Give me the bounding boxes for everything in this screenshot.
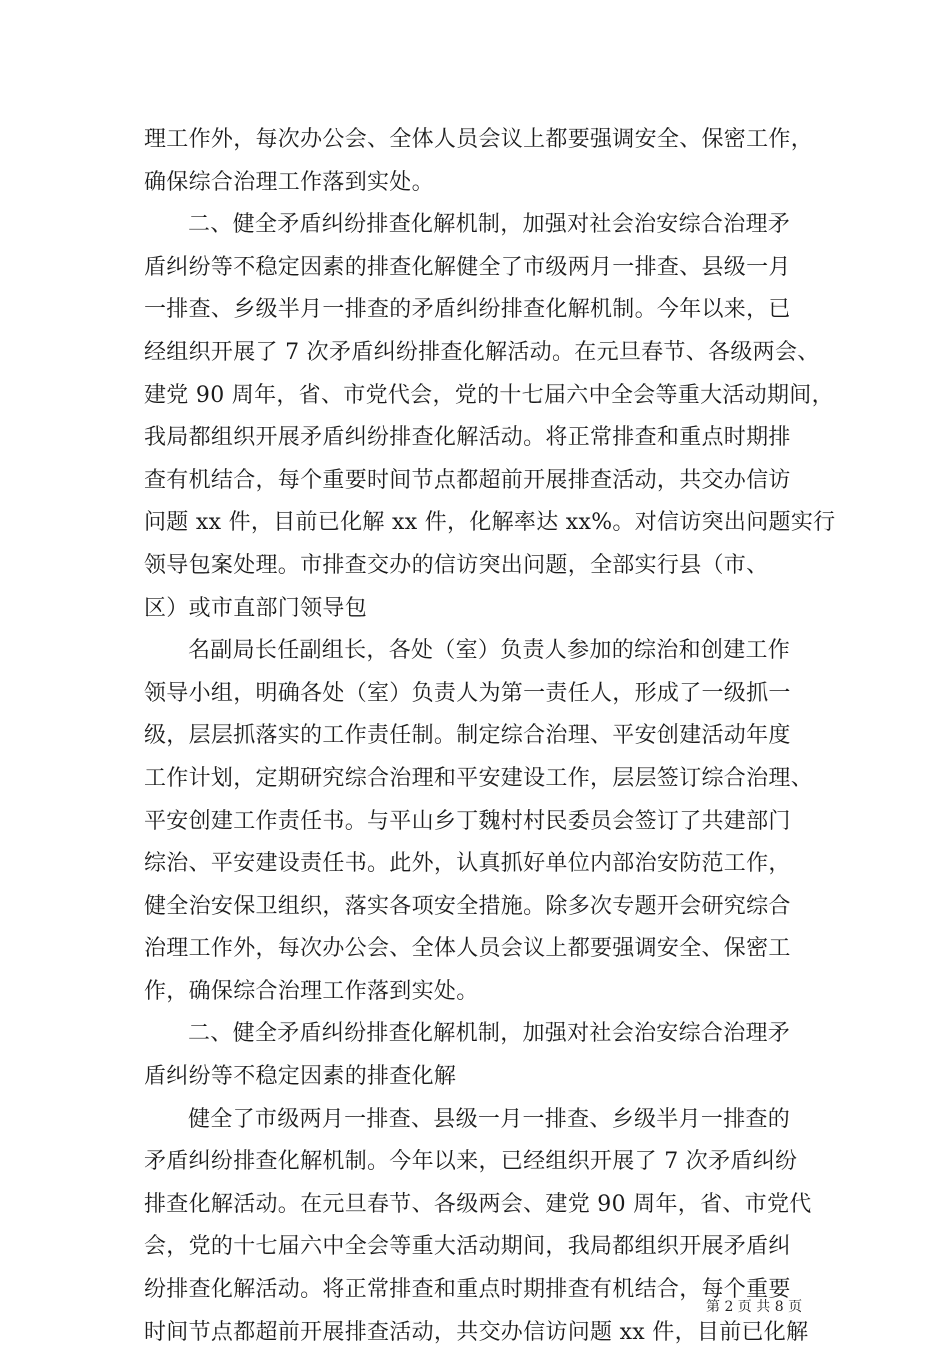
text-line: 纷排查化解活动。将正常排查和重点时期排查有机结合，每个重要 <box>144 1277 791 1303</box>
text-line: 一排查、乡级半月一排查的矛盾纠纷排查化解机制。今年以来，已 <box>144 297 791 323</box>
text-line: 排查化解活动。在元旦春节、各级两会、建党 90 周年，省、市党代 <box>144 1191 812 1217</box>
text-line: 区）或市直部门领导包 <box>144 595 368 621</box>
text-line: 健全治安保卫组织，落实各项安全措施。除多次专题开会研究综合 <box>144 893 791 919</box>
text-line: 时间节点都超前开展排查活动，共交办信访问题 xx 件，目前已化解 <box>144 1319 809 1345</box>
text-line: 工作计划，定期研究综合治理和平安建设工作，层层签订综合治理、 <box>144 765 814 791</box>
paragraph-start-line: 名副局长任副组长，各处（室）负责人参加的综治和创建工作 <box>188 638 791 664</box>
text-line: 确保综合治理工作落到实处。 <box>144 169 434 195</box>
text-line: 建党 90 周年，省、市党代会，党的十七届六中全会等重大活动期间， <box>144 382 834 408</box>
text-line: 领导小组，明确各处（室）负责人为第一责任人，形成了一级抓一 <box>144 680 791 706</box>
text-line: 综治、平安建设责任书。此外，认真抓好单位内部治安防范工作， <box>144 851 791 877</box>
text-line: 盾纠纷等不稳定因素的排查化解健全了市级两月一排查、县级一月 <box>144 254 791 280</box>
paragraph-start-line: 二、健全矛盾纠纷排查化解机制，加强对社会治安综合治理矛 <box>188 212 791 238</box>
page-number-footer: 第 2 页 共 8 页 <box>706 1299 803 1315</box>
text-line: 盾纠纷等不稳定因素的排查化解 <box>144 1064 457 1090</box>
text-line: 治理工作外，每次办公会、全体人员会议上都要强调安全、保密工 <box>144 936 791 962</box>
text-line: 平安创建工作责任书。与平山乡丁魏村村民委员会签订了共建部门 <box>144 808 791 834</box>
paragraph-start-line: 二、健全矛盾纠纷排查化解机制，加强对社会治安综合治理矛 <box>188 1021 791 1047</box>
text-line: 作，确保综合治理工作落到实处。 <box>144 978 479 1004</box>
text-line: 会，党的十七届六中全会等重大活动期间，我局都组织开展矛盾纠 <box>144 1234 791 1260</box>
document-body <box>144 119 836 1354</box>
text-line: 矛盾纠纷排查化解机制。今年以来，已经组织开展了 7 次矛盾纠纷 <box>144 1149 798 1175</box>
text-line: 领导包案处理。市排查交办的信访突出问题，全部实行县（市、 <box>144 552 769 578</box>
text-line: 查有机结合，每个重要时间节点都超前开展排查活动，共交办信访 <box>144 467 791 493</box>
text-line: 级，层层抓落实的工作责任制。制定综合治理、平安创建活动年度 <box>144 723 791 749</box>
text-line: 问题 xx 件，目前已化解 xx 件，化解率达 xx%。对信访突出问题实行 <box>144 510 836 536</box>
text-line: 我局都组织开展矛盾纠纷排查化解活动。将正常排查和重点时期排 <box>144 425 791 451</box>
text-line: 理工作外，每次办公会、全体人员会议上都要强调安全、保密工作， <box>144 127 814 152</box>
text-line: 经组织开展了 7 次矛盾纠纷排查化解活动。在元旦春节、各级两会、 <box>144 339 820 365</box>
paragraph-start-line: 健全了市级两月一排查、县级一月一排查、乡级半月一排查的 <box>188 1106 791 1132</box>
